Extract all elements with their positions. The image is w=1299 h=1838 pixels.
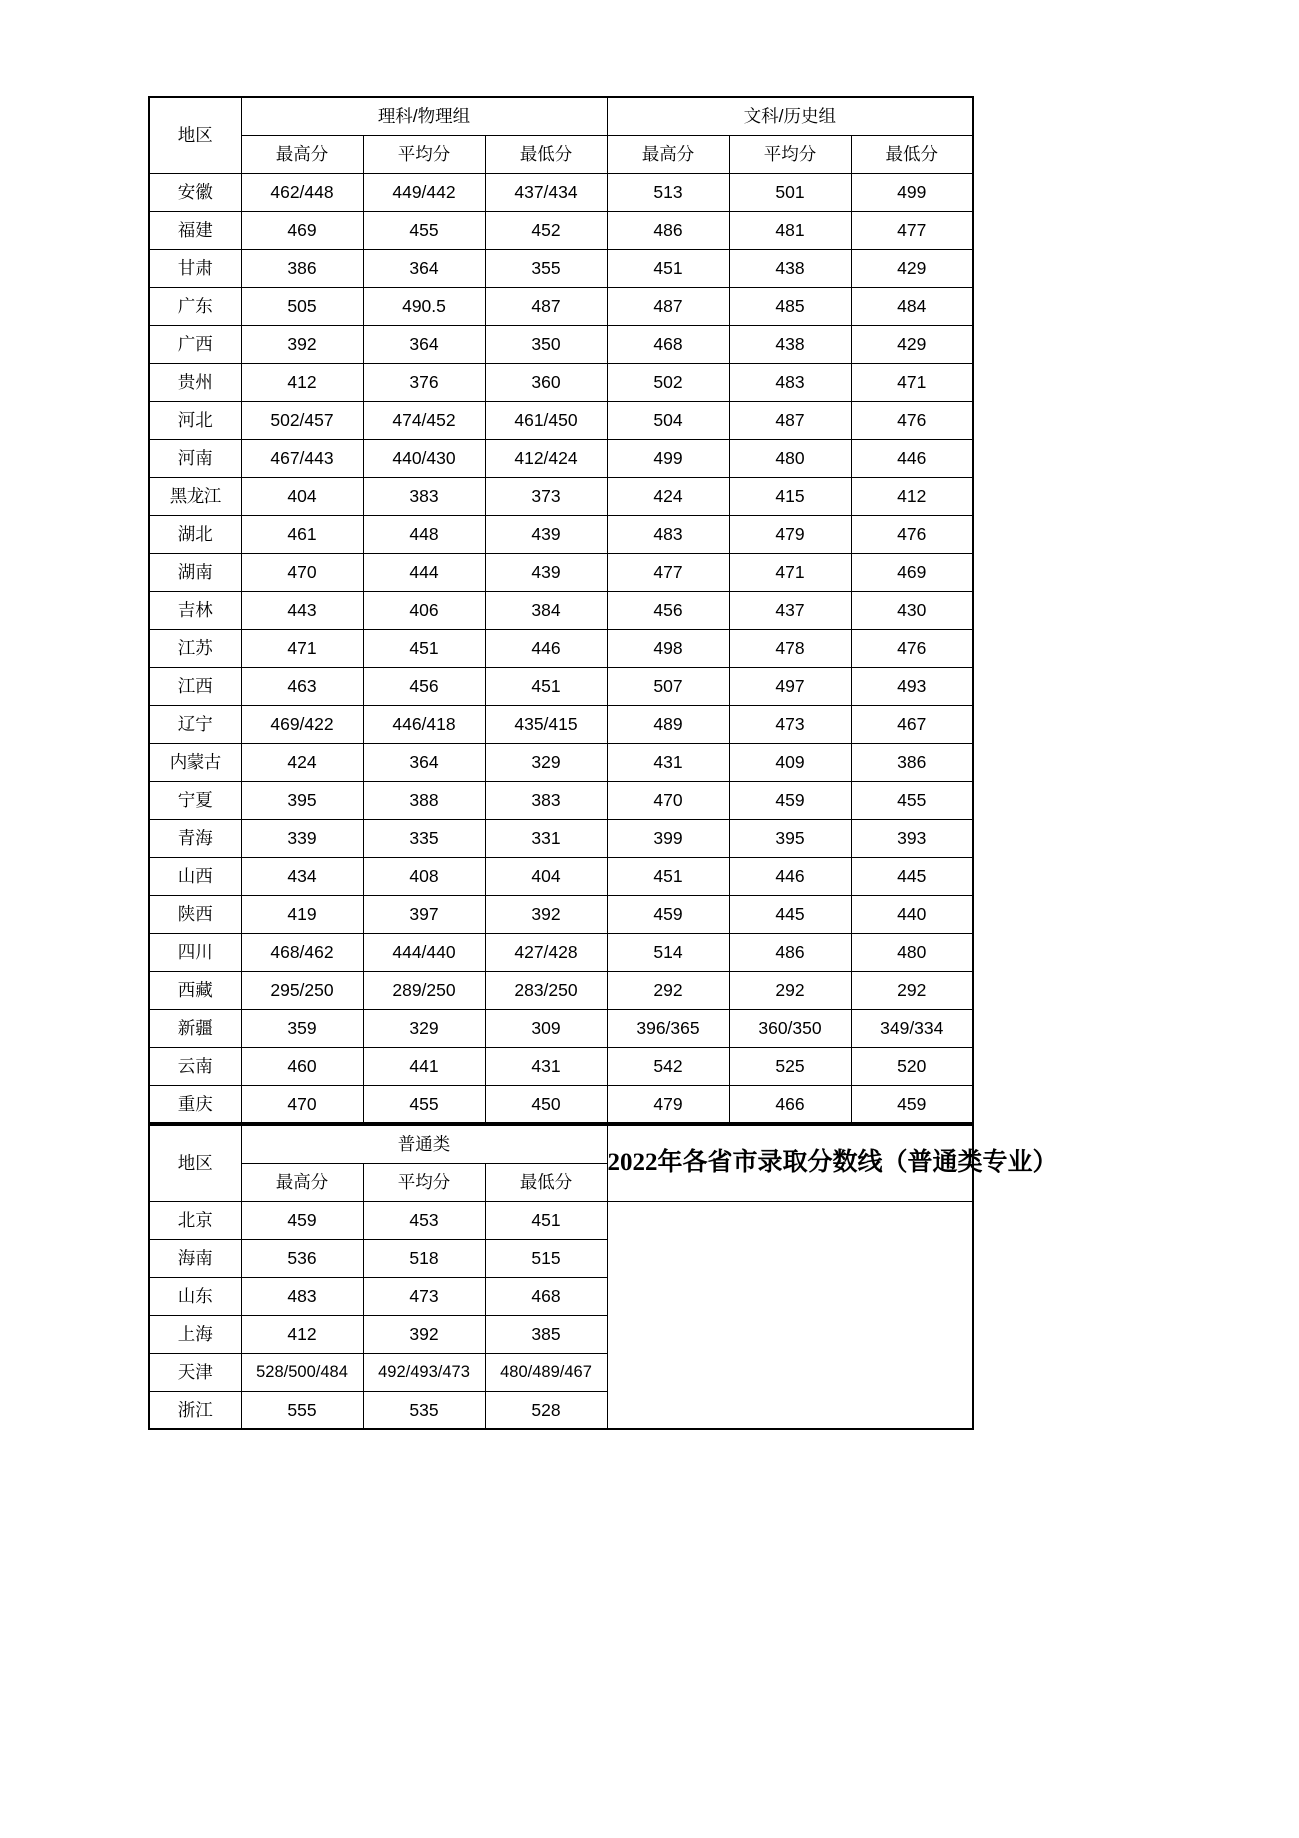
region-cell: 辽宁 [149, 705, 241, 743]
score-cell: 438 [729, 325, 851, 363]
score-cell: 535 [363, 1391, 485, 1429]
score-cell: 439 [485, 515, 607, 553]
score-cell: 441 [363, 1047, 485, 1085]
score-cell: 385 [485, 1315, 607, 1353]
score-cell: 499 [851, 173, 973, 211]
score-cell: 295/250 [241, 971, 363, 1009]
score-cell: 445 [851, 857, 973, 895]
score-cell: 480 [851, 933, 973, 971]
score-cell: 555 [241, 1391, 363, 1429]
score-cell: 493 [851, 667, 973, 705]
region-cell: 广西 [149, 325, 241, 363]
table1-header [149, 97, 973, 173]
score-cell: 490.5 [363, 287, 485, 325]
score-cell: 474/452 [363, 401, 485, 439]
score-cell: 408 [363, 857, 485, 895]
region-cell: 贵州 [149, 363, 241, 401]
score-cell: 419 [241, 895, 363, 933]
score-cell: 448 [363, 515, 485, 553]
score-cell: 468 [607, 325, 729, 363]
score-cell: 364 [363, 743, 485, 781]
score-cell: 471 [729, 553, 851, 591]
score-cell: 350 [485, 325, 607, 363]
table-row [149, 1277, 973, 1315]
score-cell: 452 [485, 211, 607, 249]
score-cell: 309 [485, 1009, 607, 1047]
table-row [149, 1009, 973, 1047]
score-cell: 434 [241, 857, 363, 895]
score-cell: 483 [729, 363, 851, 401]
score-cell: 487 [485, 287, 607, 325]
score-cell: 453 [363, 1201, 485, 1239]
score-cell: 456 [363, 667, 485, 705]
region-cell: 上海 [149, 1315, 241, 1353]
score-cell: 443 [241, 591, 363, 629]
score-cell: 424 [241, 743, 363, 781]
score-cell: 292 [607, 971, 729, 1009]
score-cell: 459 [729, 781, 851, 819]
table-row [149, 515, 973, 553]
score-cell: 415 [729, 477, 851, 515]
score-cell: 444 [363, 553, 485, 591]
score-cell: 473 [729, 705, 851, 743]
table-row [149, 553, 973, 591]
score-cell: 383 [363, 477, 485, 515]
table-row [149, 363, 973, 401]
region-cell: 海南 [149, 1239, 241, 1277]
score-cell: 292 [729, 971, 851, 1009]
table2-group-header-general: 普通类 [241, 1125, 607, 1163]
table-row [149, 629, 973, 667]
region-cell: 西藏 [149, 971, 241, 1009]
score-cell: 459 [851, 1085, 973, 1123]
score-cell: 393 [851, 819, 973, 857]
score-cell: 462/448 [241, 173, 363, 211]
score-cell: 486 [607, 211, 729, 249]
score-cell: 289/250 [363, 971, 485, 1009]
region-cell: 宁夏 [149, 781, 241, 819]
table-row [149, 1315, 973, 1353]
score-cell: 444/440 [363, 933, 485, 971]
table1-sub-header-row [149, 135, 973, 173]
region-cell: 江西 [149, 667, 241, 705]
score-cell: 376 [363, 363, 485, 401]
score-cell: 461 [241, 515, 363, 553]
score-cell: 373 [485, 477, 607, 515]
score-cell: 395 [729, 819, 851, 857]
region-cell: 浙江 [149, 1391, 241, 1429]
score-cell: 483 [241, 1277, 363, 1315]
table-row [149, 249, 973, 287]
table-row [149, 173, 973, 211]
score-cell: 360 [485, 363, 607, 401]
score-cell: 480 [729, 439, 851, 477]
region-cell: 吉林 [149, 591, 241, 629]
table-row [149, 287, 973, 325]
region-cell: 新疆 [149, 1009, 241, 1047]
score-cell: 484 [851, 287, 973, 325]
region-cell: 山东 [149, 1277, 241, 1315]
score-cell: 440/430 [363, 439, 485, 477]
score-cell: 349/334 [851, 1009, 973, 1047]
region-cell: 甘肃 [149, 249, 241, 287]
score-cell: 446 [485, 629, 607, 667]
table-row [149, 781, 973, 819]
score-cell: 364 [363, 325, 485, 363]
region-cell: 广东 [149, 287, 241, 325]
score-cell: 513 [607, 173, 729, 211]
score-cell: 399 [607, 819, 729, 857]
score-cell: 483 [607, 515, 729, 553]
region-cell: 四川 [149, 933, 241, 971]
score-cell: 359 [241, 1009, 363, 1047]
score-cell: 469 [241, 211, 363, 249]
region-cell: 天津 [149, 1353, 241, 1391]
score-cell: 383 [485, 781, 607, 819]
table1-subheader-science-min: 最低分 [485, 135, 607, 173]
score-cell: 473 [363, 1277, 485, 1315]
region-cell: 重庆 [149, 1085, 241, 1123]
region-cell: 北京 [149, 1201, 241, 1239]
score-cell: 489 [607, 705, 729, 743]
score-cell: 384 [485, 591, 607, 629]
score-cell: 283/250 [485, 971, 607, 1009]
score-cell: 429 [851, 325, 973, 363]
score-cell: 459 [241, 1201, 363, 1239]
region-cell: 青海 [149, 819, 241, 857]
score-cell: 396/365 [607, 1009, 729, 1047]
table2-group-header-row [149, 1125, 973, 1163]
score-cell: 502 [607, 363, 729, 401]
region-cell: 福建 [149, 211, 241, 249]
region-cell: 河南 [149, 439, 241, 477]
score-cell: 469 [851, 553, 973, 591]
score-cell: 468/462 [241, 933, 363, 971]
table1-region-header: 地区 [149, 97, 241, 173]
score-cell: 388 [363, 781, 485, 819]
score-cell: 412/424 [485, 439, 607, 477]
score-cell: 329 [485, 743, 607, 781]
score-cell: 476 [851, 629, 973, 667]
score-cell: 395 [241, 781, 363, 819]
score-cell: 445 [729, 895, 851, 933]
table-row [149, 971, 973, 1009]
table1-group-header-arts: 文科/历史组 [607, 97, 973, 135]
score-cell: 505 [241, 287, 363, 325]
region-cell: 湖南 [149, 553, 241, 591]
score-cell: 451 [607, 857, 729, 895]
score-cell: 468 [485, 1277, 607, 1315]
table-row [149, 857, 973, 895]
table-row [149, 1239, 973, 1277]
table-row [149, 933, 973, 971]
score-cell: 497 [729, 667, 851, 705]
table-row [149, 895, 973, 933]
score-cell: 446 [851, 439, 973, 477]
score-cell: 479 [729, 515, 851, 553]
score-cell: 525 [729, 1047, 851, 1085]
score-cell: 386 [241, 249, 363, 287]
table1-subheader-arts-min: 最低分 [851, 135, 973, 173]
score-cell: 469/422 [241, 705, 363, 743]
score-cell: 485 [729, 287, 851, 325]
score-cell: 412 [241, 363, 363, 401]
score-cell: 386 [851, 743, 973, 781]
score-cell: 456 [607, 591, 729, 629]
region-cell: 陕西 [149, 895, 241, 933]
score-cell: 528/500/484 [241, 1353, 363, 1391]
table1-group-header-science: 理科/物理组 [241, 97, 607, 135]
score-table-section-1 [148, 96, 974, 1124]
score-cell: 461/450 [485, 401, 607, 439]
score-cell: 446 [729, 857, 851, 895]
score-cell: 412 [851, 477, 973, 515]
score-cell: 451 [607, 249, 729, 287]
score-cell: 360/350 [729, 1009, 851, 1047]
score-cell: 471 [241, 629, 363, 667]
score-cell: 478 [729, 629, 851, 667]
score-cell: 455 [363, 1085, 485, 1123]
score-cell: 470 [241, 553, 363, 591]
score-cell: 431 [607, 743, 729, 781]
region-cell: 黑龙江 [149, 477, 241, 515]
score-cell: 459 [607, 895, 729, 933]
table-row [149, 819, 973, 857]
table1-subheader-arts-avg: 平均分 [729, 135, 851, 173]
table-row [149, 439, 973, 477]
score-cell: 507 [607, 667, 729, 705]
score-cell: 467/443 [241, 439, 363, 477]
table2-region-header: 地区 [149, 1125, 241, 1201]
table-row [149, 667, 973, 705]
score-cell: 502/457 [241, 401, 363, 439]
score-cell: 406 [363, 591, 485, 629]
score-cell: 480/489/467 [485, 1353, 607, 1391]
score-cell: 339 [241, 819, 363, 857]
score-cell: 466 [729, 1085, 851, 1123]
score-cell: 481 [729, 211, 851, 249]
table-row [149, 743, 973, 781]
table-row [149, 1047, 973, 1085]
score-cell: 451 [485, 667, 607, 705]
document-title-cell [607, 1125, 1058, 1201]
score-cell: 514 [607, 933, 729, 971]
score-cell: 437/434 [485, 173, 607, 211]
score-cell: 487 [729, 401, 851, 439]
score-cell: 492/493/473 [363, 1353, 485, 1391]
region-cell: 内蒙古 [149, 743, 241, 781]
region-cell: 云南 [149, 1047, 241, 1085]
score-cell: 470 [607, 781, 729, 819]
table-row [149, 1201, 973, 1239]
score-cell: 455 [851, 781, 973, 819]
score-cell: 335 [363, 819, 485, 857]
score-cell: 515 [485, 1239, 607, 1277]
score-cell: 292 [851, 971, 973, 1009]
table1-subheader-arts-max: 最高分 [607, 135, 729, 173]
score-cell: 446/418 [363, 705, 485, 743]
score-cell: 536 [241, 1239, 363, 1277]
score-cell: 427/428 [485, 933, 607, 971]
score-cell: 476 [851, 401, 973, 439]
score-cell: 499 [607, 439, 729, 477]
score-cell: 460 [241, 1047, 363, 1085]
score-cell: 439 [485, 553, 607, 591]
score-cell: 404 [485, 857, 607, 895]
score-cell: 518 [363, 1239, 485, 1277]
table-row [149, 591, 973, 629]
score-cell: 501 [729, 173, 851, 211]
score-cell: 412 [241, 1315, 363, 1353]
score-cell: 486 [729, 933, 851, 971]
score-cell: 364 [363, 249, 485, 287]
table2-subheader-max: 最高分 [241, 1163, 363, 1201]
score-cell: 409 [729, 743, 851, 781]
score-cell: 467 [851, 705, 973, 743]
table2-body [149, 1201, 973, 1429]
score-cell: 438 [729, 249, 851, 287]
score-cell: 479 [607, 1085, 729, 1123]
table-row [149, 401, 973, 439]
region-cell: 江苏 [149, 629, 241, 667]
score-cell: 331 [485, 819, 607, 857]
score-cell: 463 [241, 667, 363, 705]
score-cell: 471 [851, 363, 973, 401]
score-cell: 450 [485, 1085, 607, 1123]
score-cell: 477 [851, 211, 973, 249]
region-cell: 安徽 [149, 173, 241, 211]
table-row [149, 211, 973, 249]
score-cell: 429 [851, 249, 973, 287]
table2-subheader-min: 最低分 [485, 1163, 607, 1201]
table1-subheader-science-avg: 平均分 [363, 135, 485, 173]
score-cell: 487 [607, 287, 729, 325]
score-cell: 504 [607, 401, 729, 439]
table-row [149, 705, 973, 743]
score-cell: 498 [607, 629, 729, 667]
score-cell: 470 [241, 1085, 363, 1123]
score-cell: 404 [241, 477, 363, 515]
region-cell: 山西 [149, 857, 241, 895]
region-cell: 湖北 [149, 515, 241, 553]
score-cell: 520 [851, 1047, 973, 1085]
score-cell: 355 [485, 249, 607, 287]
table-row [149, 1085, 973, 1123]
table-row [149, 1391, 973, 1429]
score-cell: 435/415 [485, 705, 607, 743]
score-sheet [148, 96, 1058, 1430]
table2-subheader-avg: 平均分 [363, 1163, 485, 1201]
score-cell: 431 [485, 1047, 607, 1085]
score-cell: 424 [607, 477, 729, 515]
score-cell: 392 [363, 1315, 485, 1353]
score-cell: 392 [485, 895, 607, 933]
score-cell: 437 [729, 591, 851, 629]
score-cell: 449/442 [363, 173, 485, 211]
document-title: 2022年各省市录取分数线（普通类专业） [607, 1149, 1058, 1177]
score-cell: 397 [363, 895, 485, 933]
region-cell: 河北 [149, 401, 241, 439]
score-cell: 451 [485, 1201, 607, 1239]
score-cell: 329 [363, 1009, 485, 1047]
score-cell: 392 [241, 325, 363, 363]
table-row [149, 325, 973, 363]
score-cell: 528 [485, 1391, 607, 1429]
score-cell: 476 [851, 515, 973, 553]
table-row [149, 477, 973, 515]
score-cell: 430 [851, 591, 973, 629]
score-cell: 455 [363, 211, 485, 249]
table1-subheader-science-max: 最高分 [241, 135, 363, 173]
table-row [149, 1353, 973, 1391]
table1-group-header-row [149, 97, 973, 135]
score-cell: 440 [851, 895, 973, 933]
score-cell: 542 [607, 1047, 729, 1085]
table1-body [149, 173, 973, 1123]
score-cell: 451 [363, 629, 485, 667]
score-cell: 477 [607, 553, 729, 591]
score-table-section-2 [148, 1124, 1058, 1430]
